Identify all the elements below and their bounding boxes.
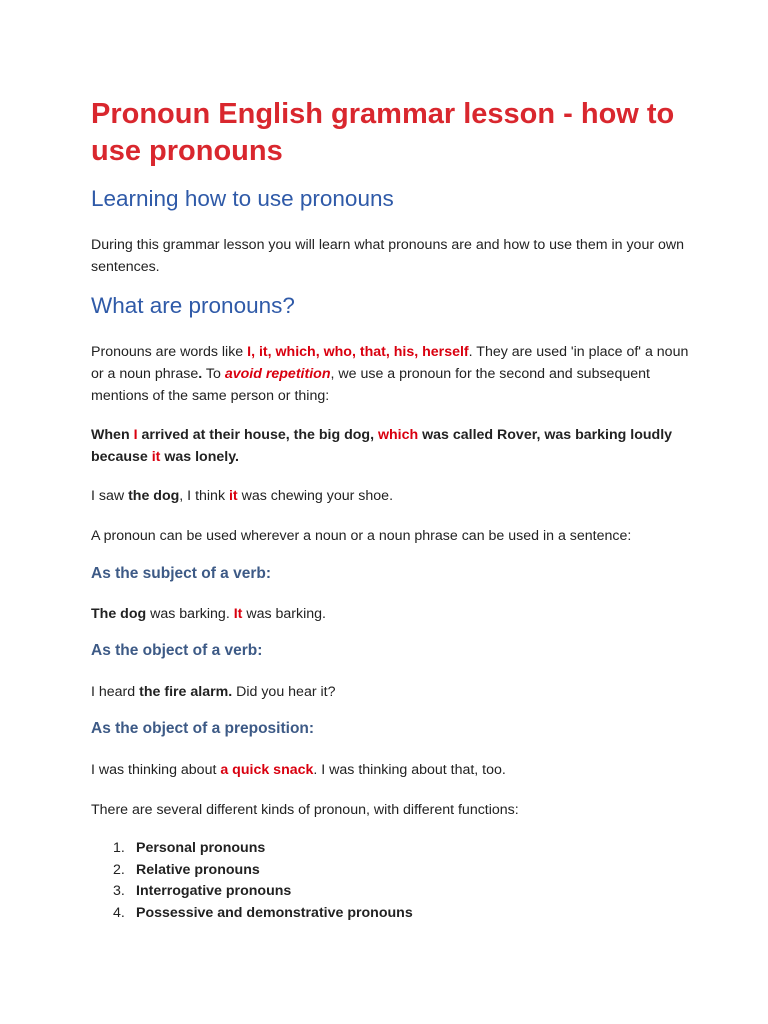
pronoun-kinds-list [91,838,413,925]
list-item: 4. Possessive and demonstrative pronouns [113,905,413,922]
subtitle-heading: Learning how to use pronouns [91,186,394,211]
example-sentence-2: I saw the dog, I think it was chewing your shoe. [91,488,394,504]
list-item: 1. Personal pronouns [113,840,266,856]
list-item: 2. Relative pronouns [113,861,260,878]
usage-intro-paragraph: A pronoun can be used wherever a noun or a noun phrase can be used in a sentence: [91,528,632,544]
subject-heading: As the subject of a verb: [91,565,272,582]
kinds-intro-paragraph: There are several different kinds of pronoun, with different functions: [91,802,519,818]
intro-paragraph: During this grammar lesson you will learn what pronouns are and how to use them in your own sentences. [91,237,685,275]
section-heading: What are pronouns? [91,293,295,318]
definition-paragraph: Pronouns are words like I, it, which, who, that, his, herself. They are used 'in place of' a noun or a noun phrase. To avoid repetition, we use a pronoun for the second and subsequent mentions of the same person or thing: [91,344,689,404]
emphasis-text: avoid repetition [224,366,331,382]
page-title: Pronoun English grammar lesson - how to use pronouns [91,98,675,167]
object-example: I heard the fire alarm. Did you hear it? [91,684,336,700]
subject-example: The dog was barking. It was barking. [91,606,326,622]
example-sentence-1: When I arrived at their house, the big dog, which was called Rover, was barking loudly because it was lonely. [91,427,673,465]
preposition-heading: As the object of a preposition: [91,720,315,737]
pronoun-examples: I, it, which, who, that, his, herself [247,344,469,360]
object-heading: As the object of a verb: [91,642,263,659]
preposition-example: I was thinking about a quick snack. I was thinking about that, too. [91,762,506,778]
list-item: 3. Interrogative pronouns [113,883,292,900]
